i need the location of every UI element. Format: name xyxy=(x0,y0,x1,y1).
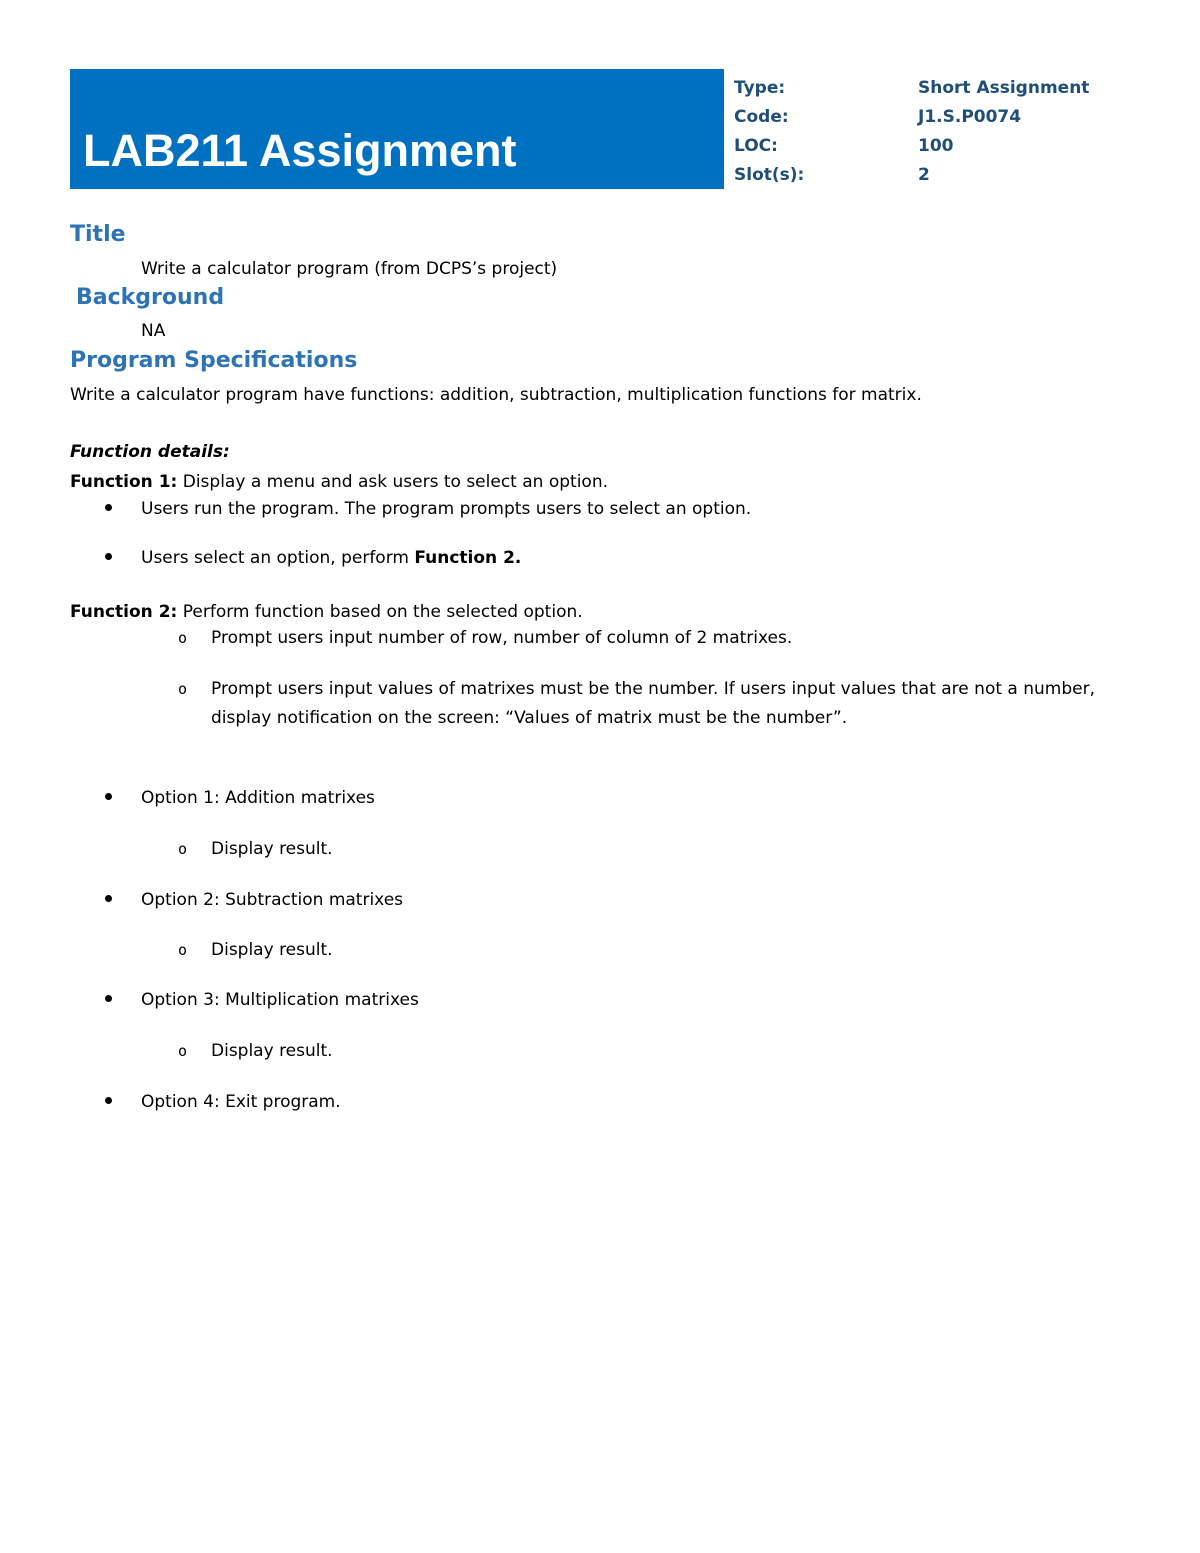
bullet-icon xyxy=(105,895,112,902)
function-1-bullet-1: Users run the program. The program prompts users to select an option. xyxy=(141,499,752,519)
meta-value: 2 xyxy=(918,165,930,185)
meta-row-loc xyxy=(734,134,1174,163)
header-banner xyxy=(70,69,724,189)
title-text: Write a calculator program (from DCPS’s project) xyxy=(141,259,558,279)
meta-label: LOC: xyxy=(734,136,778,156)
function-1-text: Display a menu and ask users to select an option. xyxy=(177,472,608,492)
option-1-sub: Display result. xyxy=(211,839,333,859)
spec-text: Write a calculator program have functions: addition, subtraction, multiplication functions for matrix. xyxy=(70,385,922,405)
function-1-bullet-2 xyxy=(141,546,521,570)
function-1-line xyxy=(70,470,608,494)
bullet-icon xyxy=(105,995,112,1002)
meta-row-slots xyxy=(734,163,1174,192)
list-item xyxy=(105,786,112,810)
function-2-name: Function 2: xyxy=(70,602,178,622)
meta-label: Type: xyxy=(734,78,786,98)
bullet-icon xyxy=(105,553,112,560)
bullet-icon xyxy=(105,504,112,511)
meta-value: Short Assignment xyxy=(918,78,1090,98)
section-heading-spec: Program Specifications xyxy=(70,348,358,373)
bullet-icon xyxy=(105,1097,112,1104)
option-2-sub: Display result. xyxy=(211,940,333,960)
function-2-sub-1: Prompt users input number of row, number of column of 2 matrixes. xyxy=(211,628,793,648)
list-item xyxy=(105,546,112,570)
function-details-label: Function details: xyxy=(70,442,230,462)
meta-row-type xyxy=(734,76,1174,105)
sub-bullet-icon: o xyxy=(178,629,188,647)
section-heading-title: Title xyxy=(70,222,126,247)
assignment-meta xyxy=(734,76,1174,192)
list-item xyxy=(105,497,112,521)
document-title: LAB211 Assignment xyxy=(83,125,517,176)
function-2-line xyxy=(70,600,583,624)
function-2-text: Perform function based on the selected option. xyxy=(177,602,583,622)
list-item xyxy=(105,888,112,912)
meta-value: J1.S.P0074 xyxy=(918,107,1022,127)
meta-label: Code: xyxy=(734,107,789,127)
function-2-sub-2-line-2: display notification on the screen: “Values of matrix must be the number”. xyxy=(211,708,848,728)
section-heading-background: Background xyxy=(76,285,225,310)
bullet-2-bold: Function 2. xyxy=(414,548,522,568)
function-2-sub-2-line-1: Prompt users input values of matrixes must be the number. If users input values that are not a number, xyxy=(211,679,1095,699)
sub-bullet-icon: o xyxy=(178,941,188,959)
list-item xyxy=(105,988,112,1012)
list-item xyxy=(105,1090,112,1114)
option-4: Option 4: Exit program. xyxy=(141,1092,341,1112)
sub-bullet-icon: o xyxy=(178,1042,188,1060)
sub-bullet-icon: o xyxy=(178,840,188,858)
meta-value: 100 xyxy=(918,136,954,156)
option-2: Option 2: Subtraction matrixes xyxy=(141,890,404,910)
meta-label: Slot(s): xyxy=(734,165,805,185)
bullet-icon xyxy=(105,793,112,800)
option-1: Option 1: Addition matrixes xyxy=(141,788,375,808)
bullet-2-text: Users select an option, perform xyxy=(141,548,415,568)
background-text: NA xyxy=(141,321,166,341)
function-1-name: Function 1: xyxy=(70,472,178,492)
option-3: Option 3: Multiplication matrixes xyxy=(141,990,419,1010)
meta-row-code xyxy=(734,105,1174,134)
option-3-sub: Display result. xyxy=(211,1041,333,1061)
sub-bullet-icon: o xyxy=(178,680,188,698)
